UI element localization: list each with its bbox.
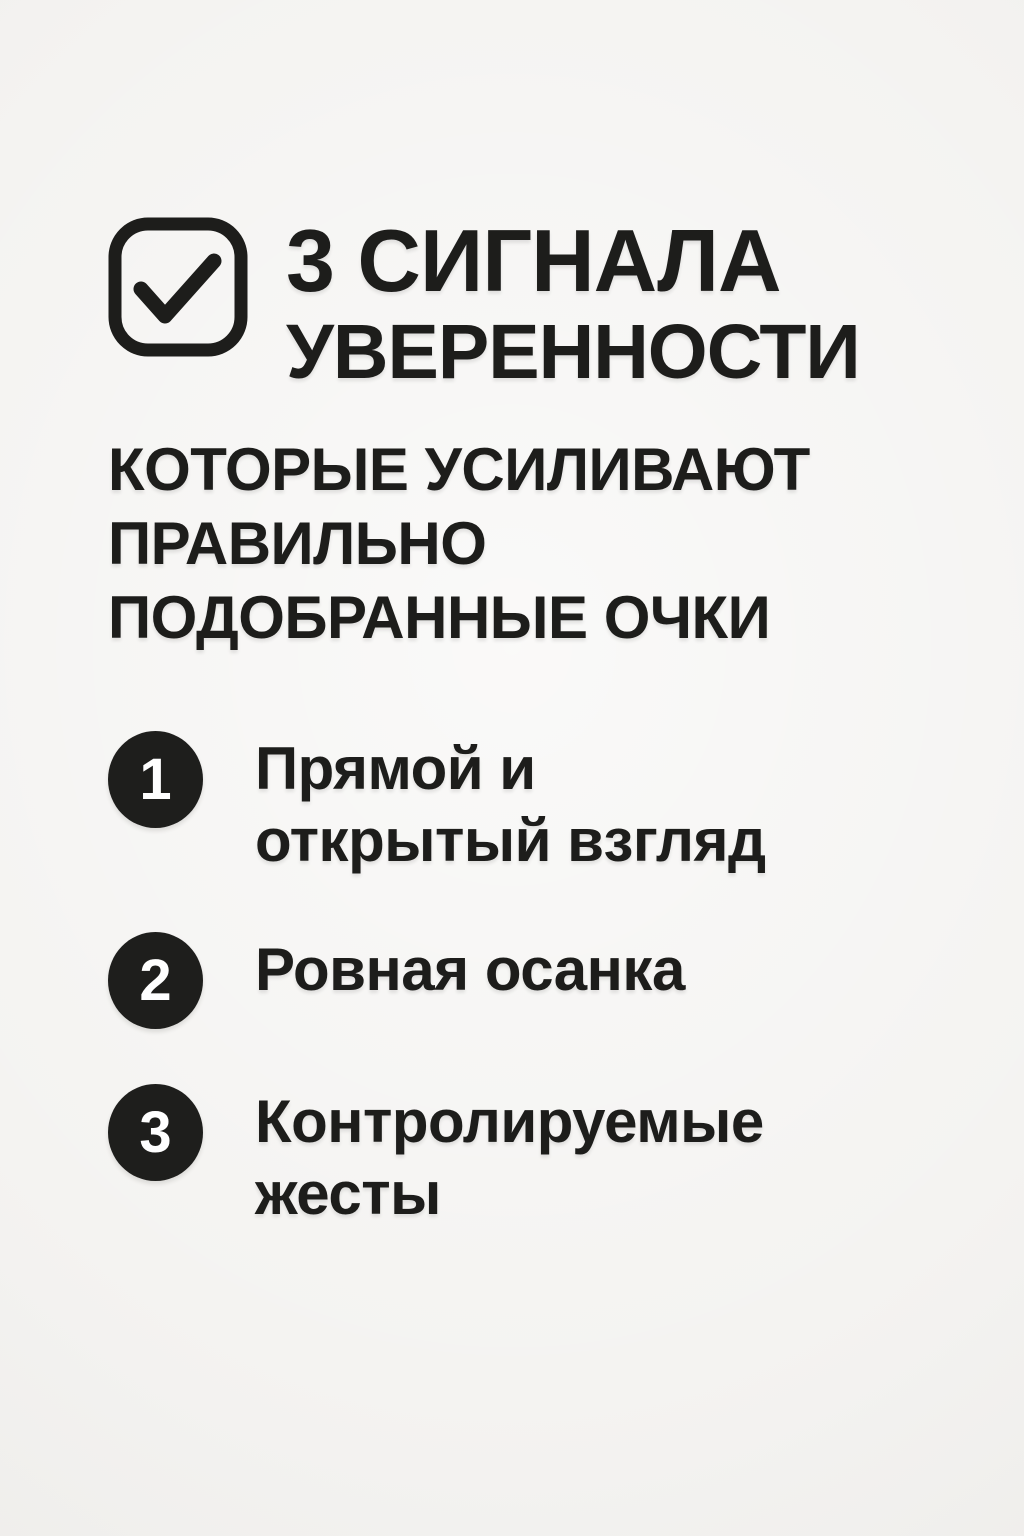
page-title — [286, 211, 860, 395]
list-item-text: Прямой и открытый взгляд — [255, 735, 766, 874]
checkbox-checked-icon — [108, 217, 248, 357]
title-line-2: УВЕРЕННОСТИ — [286, 309, 860, 395]
list-item — [108, 932, 944, 1029]
title-line-1: 3 СИГНАЛА — [286, 211, 781, 310]
number-badge: 2 — [108, 932, 203, 1029]
subtitle: КОТОРЫЕ УСИЛИВАЮТ ПРАВИЛЬНО ПОДОБРАННЫЕ ОЧКИ — [108, 436, 810, 651]
number-badge: 1 — [108, 731, 203, 828]
list-item-text: Контролируемые жесты — [255, 1088, 764, 1227]
signals-list — [108, 731, 944, 1230]
header — [108, 211, 944, 395]
list-item — [108, 731, 944, 877]
number-badge: 3 — [108, 1084, 203, 1181]
list-item — [108, 1084, 944, 1230]
list-item-text: Ровная осанка — [255, 936, 685, 1003]
